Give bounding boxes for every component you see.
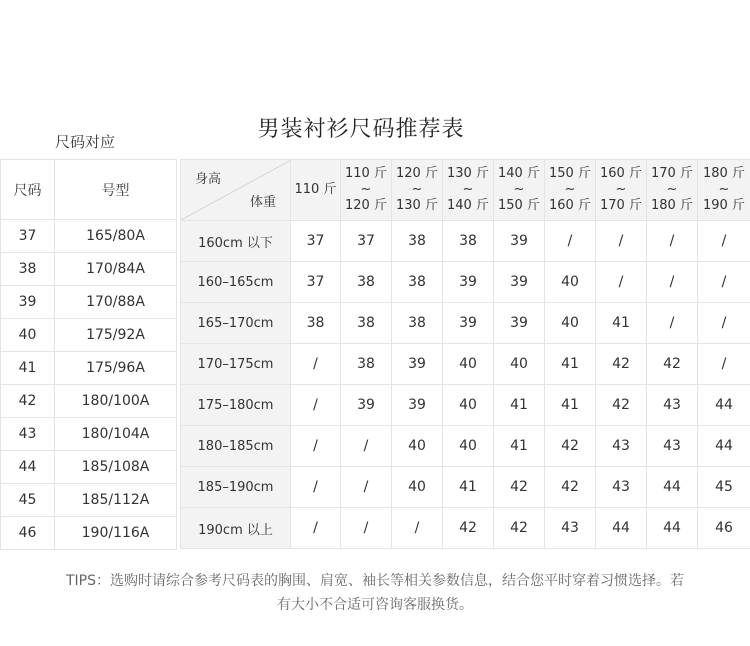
recommended-size-cell: 39 (494, 262, 545, 303)
height-range-cell: 185–190cm (181, 467, 291, 508)
table-row (1, 220, 177, 253)
weight-header (647, 160, 698, 221)
recommended-size-cell: / (698, 221, 750, 262)
size-table-header-row (1, 160, 177, 220)
recommended-size-cell: 38 (392, 303, 443, 344)
weight-header-from: 130 斤 (447, 166, 489, 181)
recommended-size-cell: / (291, 426, 341, 467)
recommended-size-cell: 38 (341, 303, 392, 344)
weight-header-sep: ~ (513, 182, 525, 197)
recommended-size-cell: / (341, 426, 392, 467)
model-cell: 180/104A (55, 418, 177, 451)
height-range-cell: 190cm 以上 (181, 508, 291, 549)
table-row (181, 303, 750, 344)
model-cell: 175/92A (55, 319, 177, 352)
table-row (181, 262, 750, 303)
recommended-size-cell: 42 (494, 508, 545, 549)
weight-header (291, 160, 341, 221)
recommended-size-cell: 38 (341, 344, 392, 385)
recommended-size-cell: / (647, 262, 698, 303)
recommended-size-cell: / (291, 344, 341, 385)
table-row (1, 286, 177, 319)
weight-header (494, 160, 545, 221)
weight-header-sep: ~ (718, 182, 730, 197)
corner-height-label: 身高 (195, 172, 222, 187)
weight-header-to: 190 斤 (703, 198, 745, 213)
recommended-size-cell: 43 (647, 426, 698, 467)
recommended-size-cell: / (341, 508, 392, 549)
recommended-size-cell: 39 (494, 221, 545, 262)
recommended-size-cell: 37 (341, 221, 392, 262)
model-cell: 185/112A (55, 484, 177, 517)
recommended-size-cell: 40 (545, 262, 596, 303)
height-range-cell: 165–170cm (181, 303, 291, 344)
recommended-size-cell: 45 (698, 467, 750, 508)
recommended-size-cell: / (392, 508, 443, 549)
weight-header-sep: ~ (462, 182, 474, 197)
size-cell: 42 (1, 385, 55, 418)
recommended-size-cell: 44 (698, 426, 750, 467)
recommended-size-cell: / (647, 303, 698, 344)
recommended-size-cell: 42 (443, 508, 494, 549)
recommended-size-cell: 39 (443, 303, 494, 344)
recommended-size-cell: / (596, 262, 647, 303)
recommended-size-cell: 42 (494, 467, 545, 508)
recommended-size-cell: 44 (647, 508, 698, 549)
weight-header-from: 110 斤 (345, 166, 387, 181)
recommended-size-cell: 43 (596, 426, 647, 467)
table-row (1, 253, 177, 286)
weight-header (341, 160, 392, 221)
recommended-size-cell: / (647, 221, 698, 262)
weight-header-sep: ~ (360, 182, 372, 197)
size-cell: 37 (1, 220, 55, 253)
recommended-size-cell: 41 (443, 467, 494, 508)
recommended-size-cell: 41 (545, 344, 596, 385)
weight-header-to: 150 斤 (498, 198, 540, 213)
recommended-size-cell: 42 (647, 344, 698, 385)
recommended-size-cell: / (341, 467, 392, 508)
size-cell: 38 (1, 253, 55, 286)
table-row (181, 385, 750, 426)
recommended-size-cell: 43 (545, 508, 596, 549)
table-row (181, 344, 750, 385)
table-row (1, 517, 177, 550)
recommended-size-cell: / (545, 221, 596, 262)
weight-header-to: 160 斤 (549, 198, 591, 213)
recommended-size-cell: 42 (545, 467, 596, 508)
weight-header-from: 170 斤 (651, 166, 693, 181)
recommended-size-cell: / (698, 303, 750, 344)
tips-line-2: 有大小不合适可咨询客服换货。 (277, 597, 473, 613)
recommended-size-cell: 38 (443, 221, 494, 262)
weight-header-to: 120 斤 (345, 198, 387, 213)
tips-line-1: TIPS：选购时请综合参考尺码表的胸围、肩宽、袖长等相关参数信息，结合您平时穿着习惯选择。若 (65, 573, 684, 589)
table-row (1, 484, 177, 517)
corner-weight-label: 体重 (249, 195, 276, 210)
recommended-size-cell: 40 (443, 426, 494, 467)
recommended-size-cell: 42 (545, 426, 596, 467)
recommended-size-cell: / (698, 344, 750, 385)
recommended-size-cell: 39 (341, 385, 392, 426)
table-row (1, 319, 177, 352)
recommended-size-cell: 40 (443, 344, 494, 385)
weight-header (596, 160, 647, 221)
recommended-size-cell: 37 (291, 262, 341, 303)
size-table-caption: 尺码对应 (55, 133, 116, 151)
recommended-size-cell: / (291, 467, 341, 508)
recommended-size-cell: 40 (392, 426, 443, 467)
table-row (1, 451, 177, 484)
corner-header (181, 160, 291, 221)
model-cell: 175/96A (55, 352, 177, 385)
size-cell: 39 (1, 286, 55, 319)
model-cell: 170/84A (55, 253, 177, 286)
recommended-size-cell: / (291, 385, 341, 426)
recommended-size-cell: 39 (392, 385, 443, 426)
size-cell: 41 (1, 352, 55, 385)
recommended-size-cell: / (698, 262, 750, 303)
weight-header-from: 150 斤 (549, 166, 591, 181)
size-cell: 43 (1, 418, 55, 451)
header-size: 尺码 (1, 160, 55, 220)
recommended-size-cell: 38 (291, 303, 341, 344)
recommended-size-cell: 38 (341, 262, 392, 303)
model-cell: 165/80A (55, 220, 177, 253)
weight-header-row (181, 160, 750, 221)
recommended-size-cell: / (291, 508, 341, 549)
model-cell: 190/116A (55, 517, 177, 550)
diagonal-line (181, 160, 291, 220)
height-range-cell: 175–180cm (181, 385, 291, 426)
table-row (181, 221, 750, 262)
weight-header (392, 160, 443, 221)
weight-header-to: 130 斤 (396, 198, 438, 213)
weight-header (545, 160, 596, 221)
recommended-size-cell: 37 (291, 221, 341, 262)
weight-header-to: 170 斤 (600, 198, 642, 213)
size-cell: 40 (1, 319, 55, 352)
recommended-size-cell: 46 (698, 508, 750, 549)
weight-header-from: 180 斤 (703, 166, 745, 181)
recommended-size-cell: 44 (647, 467, 698, 508)
recommended-size-cell: 39 (443, 262, 494, 303)
recommended-size-cell: 44 (596, 508, 647, 549)
tips-text (0, 569, 750, 617)
recommended-size-cell: 41 (494, 426, 545, 467)
weight-header-sep: ~ (564, 182, 576, 197)
recommended-size-cell: 43 (596, 467, 647, 508)
height-range-cell: 160–165cm (181, 262, 291, 303)
table-row (181, 426, 750, 467)
size-recommendation-table (180, 159, 750, 549)
table-row (1, 385, 177, 418)
recommended-size-cell: 40 (494, 344, 545, 385)
model-cell: 185/108A (55, 451, 177, 484)
weight-header-sep: ~ (411, 182, 423, 197)
recommended-size-cell: 40 (392, 467, 443, 508)
recommended-size-cell: 44 (698, 385, 750, 426)
recommended-size-cell: 39 (494, 303, 545, 344)
page-title: 男装衬衫尺码推荐表 (257, 117, 465, 142)
recommended-size-cell: 43 (647, 385, 698, 426)
table-row (181, 467, 750, 508)
recommended-size-cell: / (596, 221, 647, 262)
recommended-size-cell: 40 (545, 303, 596, 344)
weight-header-sep: ~ (666, 182, 678, 197)
size-cell: 44 (1, 451, 55, 484)
weight-header-to: 180 斤 (651, 198, 693, 213)
weight-header-to: 140 斤 (447, 198, 489, 213)
weight-header-from: 110 斤 (294, 182, 337, 197)
size-cell: 46 (1, 517, 55, 550)
recommended-size-cell: 41 (545, 385, 596, 426)
height-range-cell: 170–175cm (181, 344, 291, 385)
recommended-size-cell: 42 (596, 344, 647, 385)
table-row (1, 418, 177, 451)
recommended-size-cell: 41 (494, 385, 545, 426)
table-row (181, 508, 750, 549)
height-range-cell: 180–185cm (181, 426, 291, 467)
weight-header-from: 160 斤 (600, 166, 642, 181)
weight-header (443, 160, 494, 221)
recommended-size-cell: 38 (392, 262, 443, 303)
header-model: 号型 (55, 160, 177, 220)
model-cell: 170/88A (55, 286, 177, 319)
recommended-size-cell: 38 (392, 221, 443, 262)
weight-header-sep: ~ (615, 182, 627, 197)
recommended-size-cell: 39 (392, 344, 443, 385)
model-cell: 180/100A (55, 385, 177, 418)
table-row (1, 352, 177, 385)
recommended-size-cell: 42 (596, 385, 647, 426)
weight-header (698, 160, 750, 221)
height-range-cell: 160cm 以下 (181, 221, 291, 262)
weight-header-from: 140 斤 (498, 166, 540, 181)
size-correspondence-table (0, 159, 177, 550)
size-cell: 45 (1, 484, 55, 517)
recommended-size-cell: 40 (443, 385, 494, 426)
weight-header-from: 120 斤 (396, 166, 438, 181)
recommended-size-cell: 41 (596, 303, 647, 344)
